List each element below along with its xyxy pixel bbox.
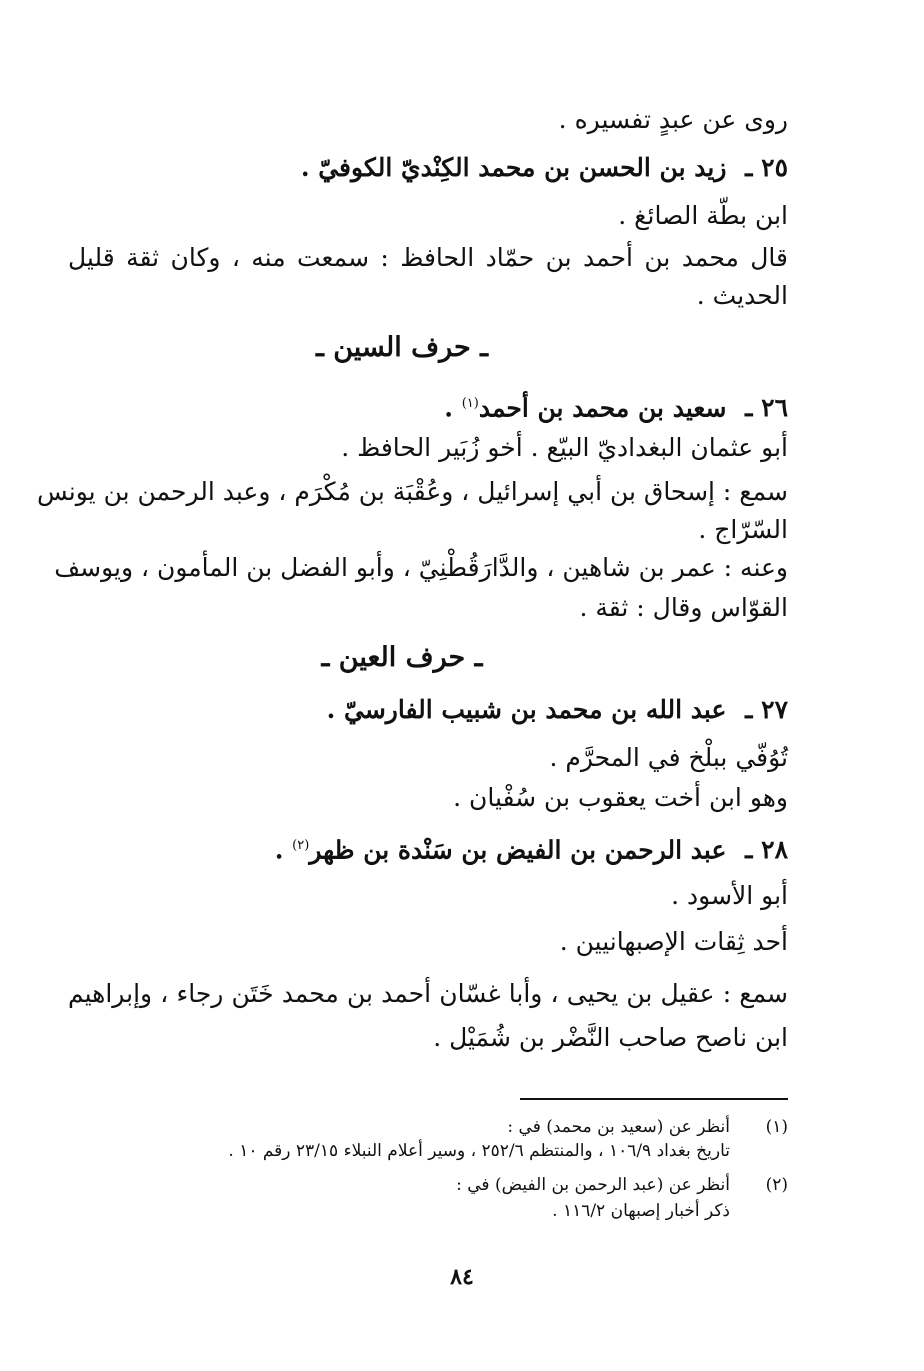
footnote-1 bbox=[100, 1114, 788, 1140]
text-line: ابن بطّة الصائغ . bbox=[618, 201, 788, 230]
text-line: سمع : إسحاق بن أبي إسرائيل ، وعُقْبَة بن مُكْرَم ، وعبد الرحمن بن يونس bbox=[36, 477, 788, 506]
entry-end: . bbox=[274, 835, 293, 865]
text-line: أبو الأسود . bbox=[671, 881, 788, 910]
entry-28-heading bbox=[68, 826, 788, 870]
entry-25-heading bbox=[68, 148, 788, 188]
footnote-marker: (٢) bbox=[292, 838, 310, 853]
text-line: الحديث . bbox=[696, 281, 788, 310]
text-line: القوّاس وقال : ثقة . bbox=[579, 593, 788, 622]
entry-number: ٢٨ ـ bbox=[745, 835, 788, 865]
footnote-text: أنظر عن (سعيد بن محمد) في : bbox=[507, 1117, 730, 1137]
text-line: سمع : عقيل بن يحيى ، وأبا غسّان أحمد بن محمد خَتَن رجاء ، وإبراهيم bbox=[68, 979, 788, 1008]
section-heading-sin: ـ حرف السين ـ bbox=[315, 332, 489, 363]
footnote-2 bbox=[100, 1172, 788, 1198]
entry-name: عبد الله بن محمد بن شبيب الفارسيّ . bbox=[326, 695, 727, 724]
entry-name: سعيد بن محمد بن أحمد bbox=[478, 393, 727, 423]
entry-name: عبد الرحمن بن الفيض بن سَنْدة بن ظهر bbox=[309, 835, 727, 865]
text-line: وهو ابن أخت يعقوب بن سُفْيان . bbox=[453, 783, 788, 812]
footnote-number: (٢) bbox=[765, 1175, 788, 1195]
text-line: السّرّاج . bbox=[698, 515, 788, 544]
page-number: ٨٤ bbox=[450, 1264, 474, 1290]
footnote-1-source: تاريخ بغداد ١٠٦/٩ ، والمنتظم ٢٥٢/٦ ، وسير أعلام النبلاء ٢٣/١٥ رقم ١٠ . bbox=[228, 1141, 730, 1161]
entry-26-heading bbox=[68, 384, 788, 428]
footnote-number: (١) bbox=[765, 1117, 788, 1137]
text-line: تُوُفّي ببلْخ في المحرَّم . bbox=[549, 743, 788, 772]
entry-name: زيد بن الحسن بن محمد الكِنْديّ الكوفيّ . bbox=[300, 153, 727, 182]
text-line: وعنه : عمر بن شاهين ، والدَّارَقُطْنِيّ ، وأبو الفضل بن المأمون ، ويوسف bbox=[54, 553, 788, 582]
footnote-marker: (١) bbox=[461, 396, 479, 411]
footnote-2-source: ذكر أخبار إصبهان ١١٦/٢ . bbox=[552, 1201, 730, 1221]
text-line: ابن ناصح صاحب النَّضْر بن شُمَيْل . bbox=[433, 1023, 788, 1052]
text-line: روى عن عبدٍ تفسيره . bbox=[558, 105, 788, 134]
entry-number: ٢٥ ـ bbox=[745, 153, 788, 182]
entry-number: ٢٧ ـ bbox=[745, 695, 788, 724]
entry-27-heading bbox=[68, 690, 788, 730]
text-line: قال محمد بن أحمد بن حمّاد الحافظ : سمعت منه ، وكان ثقة قليل bbox=[68, 243, 788, 272]
section-heading-ayn: ـ حرف العين ـ bbox=[321, 642, 483, 673]
text-line: أحد ثِقات الإصبهانيين . bbox=[559, 927, 788, 956]
entry-end: . bbox=[444, 393, 462, 423]
footnote-divider bbox=[520, 1098, 788, 1100]
entry-number: ٢٦ ـ bbox=[745, 393, 788, 423]
text-line: أبو عثمان البغداديّ البيّع . أخو زُبَير الحافظ . bbox=[341, 433, 788, 462]
footnote-text: أنظر عن (عبد الرحمن بن الفيض) في : bbox=[456, 1175, 730, 1195]
